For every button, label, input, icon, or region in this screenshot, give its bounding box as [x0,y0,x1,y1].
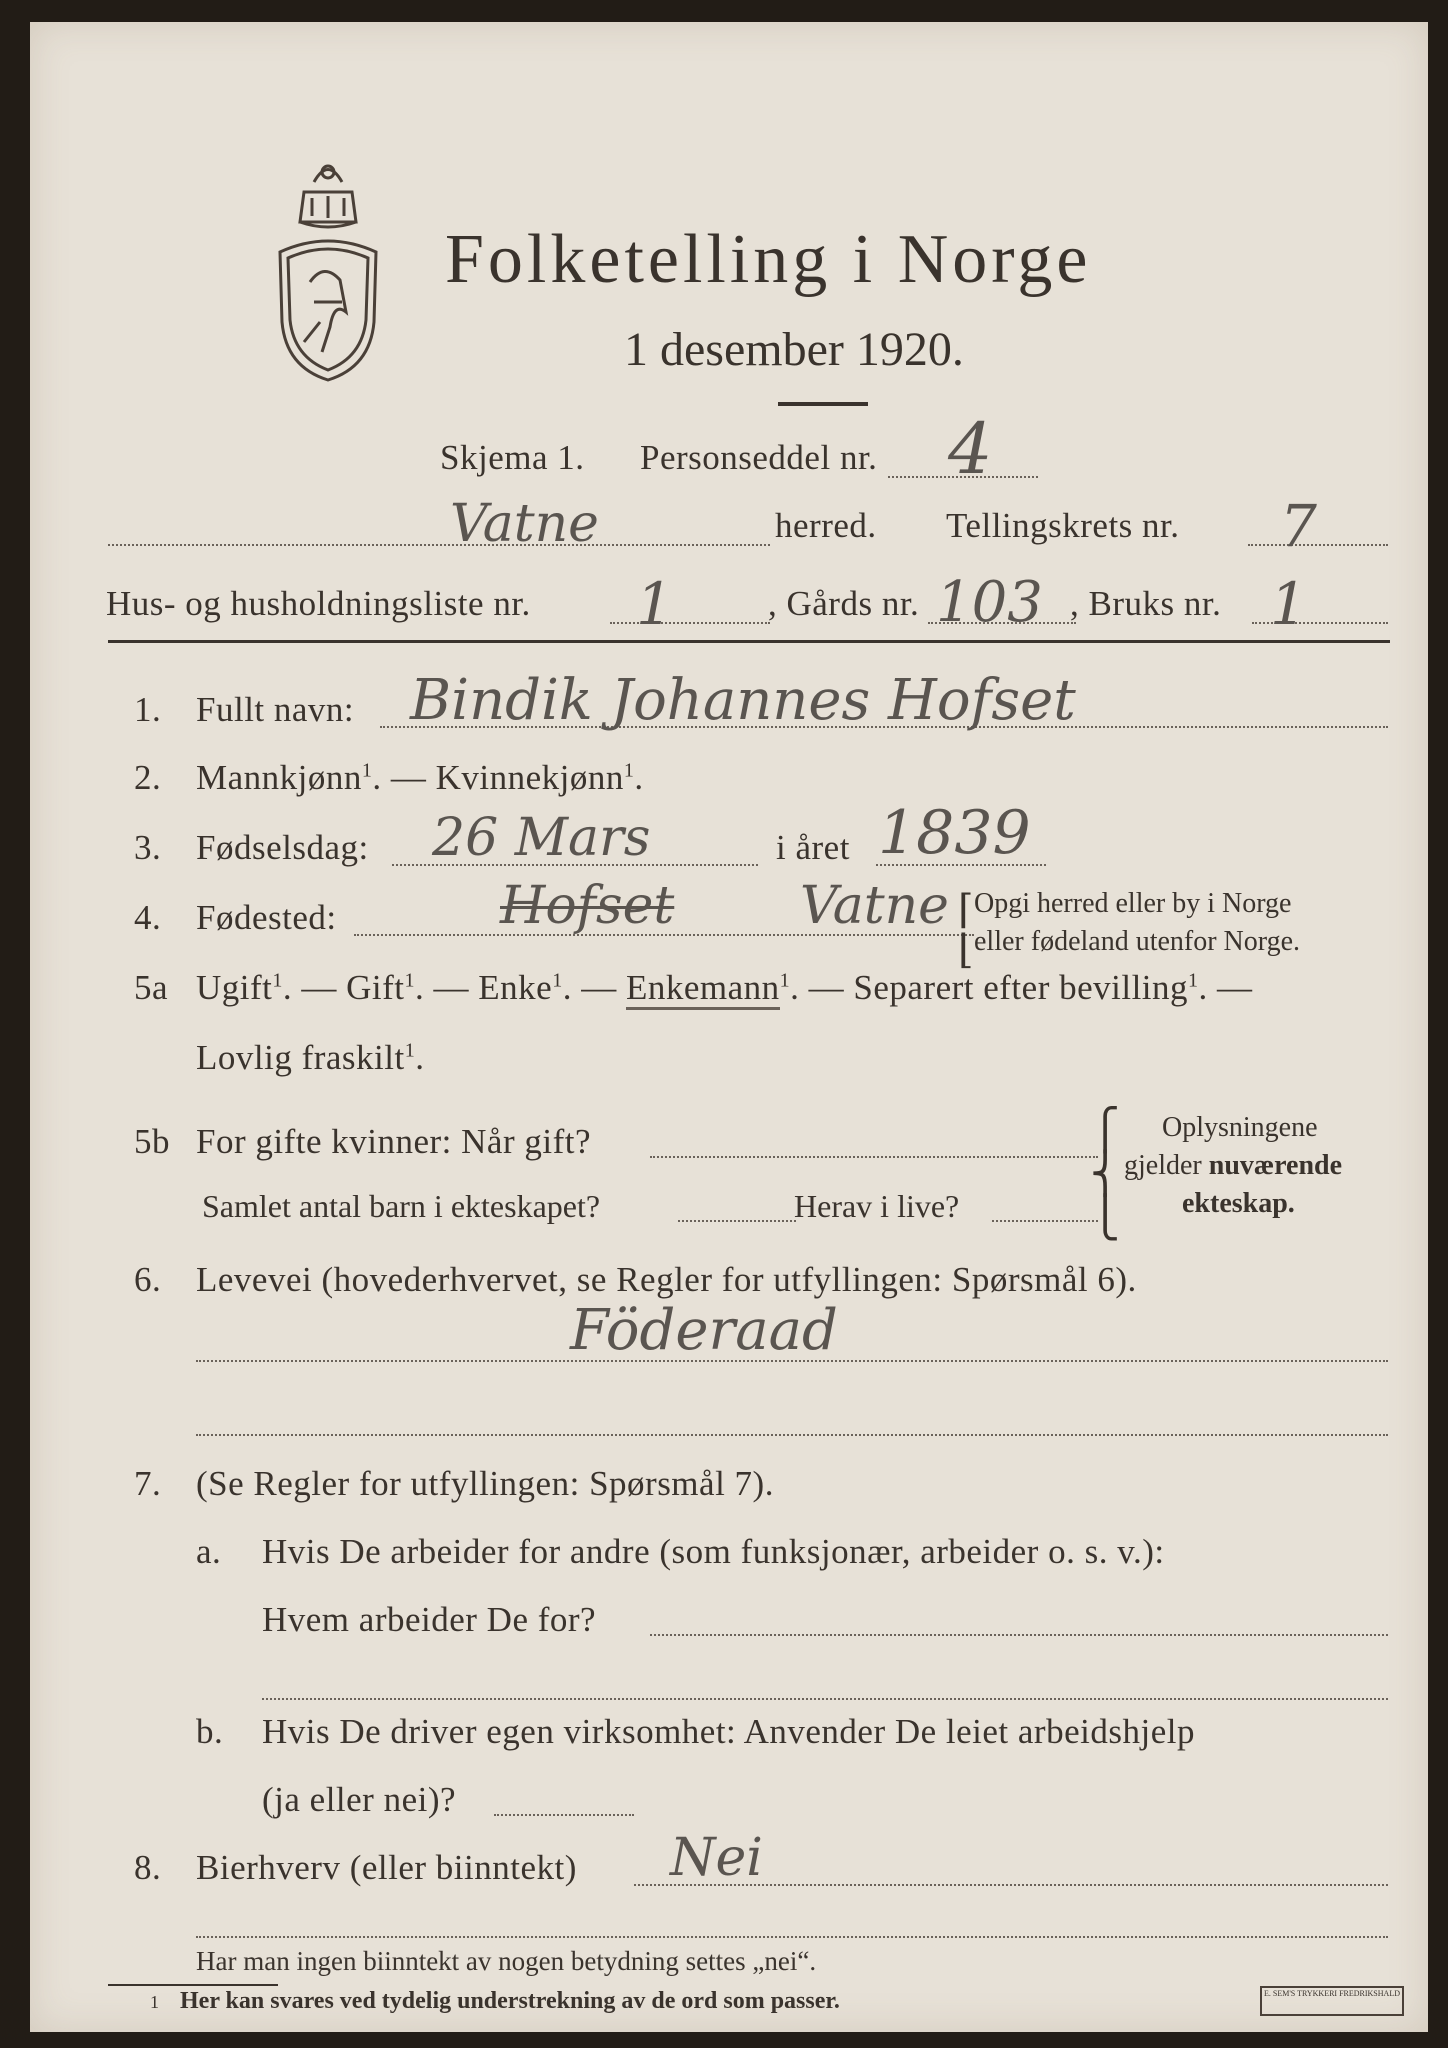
q3-year-label: i året [776,828,850,867]
herred-label: herred. [775,506,877,545]
printer-stamp: E. SEM'S TRYKKERI FREDRIKSHALD [1260,1986,1404,2016]
footnote-number: 1 [150,1992,159,2012]
bruks-label: , Bruks nr. [1070,584,1222,623]
personseddel-label: Personseddel nr. [640,438,878,477]
q5b-alive-label: Herav i live? [794,1188,960,1224]
husholdningsliste-value[interactable]: 1 [636,570,673,638]
tellingskrets-value[interactable]: 7 [1280,492,1317,560]
census-form-sheet [30,22,1428,2032]
q7b-letter: b. [196,1712,224,1751]
q7-number: 7. [134,1464,162,1503]
q6-line1 [196,1360,1388,1362]
q8-line1 [634,1884,1388,1886]
q8-line2 [196,1936,1388,1938]
q1-full-name-value[interactable]: Bindik Johannes Hofset [410,668,1076,733]
q5b-number: 5b [134,1122,170,1161]
q5a-separert[interactable]: — Separert efter bevilling [808,968,1189,1007]
form-title: Folketelling i Norge [445,221,1092,298]
q5a-gift[interactable]: — Gift [301,968,405,1007]
q5b-note-brace: ⎧ ⎨ ⎩ [1090,1107,1120,1240]
q2-gender-options: Mannkjønn$^1$. — Kvinnekjønn$^1$. [196,758,644,797]
q7a-line1 [650,1634,1388,1636]
q5b-note-line1: Oplysningene [1162,1112,1318,1143]
tellingskrets-line [1248,544,1388,546]
q5a-fraskilt[interactable]: Lovlig fraskilt$^1$. [196,1038,425,1077]
footnote-rule [108,1984,278,1986]
q5b-alive-line [992,1220,1098,1222]
title-divider [778,402,868,406]
q4-note-brace: ⌈ ⌊ [958,887,974,972]
footnote-text: Her kan svares ved tydelig understrekning av de ord som passer. [180,1988,840,2014]
q2-number: 2. [134,758,162,797]
gards-value[interactable]: 103 [936,570,1043,635]
q3-label: Fødselsdag: [196,828,369,867]
q8-number: 8. [134,1848,162,1887]
q6-label: Levevei (hovederhvervet, se Regler for utfyllingen: Spørsmål 6). [196,1260,1137,1299]
gards-label: , Gårds nr. [768,584,920,623]
q1-label: Fullt navn: [196,690,355,729]
herred-value[interactable]: Vatne [450,494,599,554]
q4-label: Fødested: [196,898,337,937]
q2-male[interactable]: Mannkjønn [196,758,362,797]
q7a-question: Hvem arbeider De for? [262,1600,597,1639]
husholdningsliste-line [610,622,770,624]
q4-note-line1: Opgi herred eller by i Norge [974,888,1292,919]
personseddel-value[interactable]: 4 [948,408,993,490]
q6-number: 6. [134,1260,162,1299]
form-date: 1 desember 1920. [624,323,964,376]
herred-line [108,544,770,546]
footer-note: Har man ingen biinntekt av nogen betydning settes „nei“. [196,1946,817,1976]
q3-number: 3. [134,828,162,867]
q6-occupation-value[interactable]: Föderaad [570,1298,838,1363]
q5a-ugift[interactable]: Ugift [196,968,273,1007]
q4-number: 4. [134,898,162,937]
bruks-value[interactable]: 1 [1270,570,1307,638]
q5a-number: 5a [134,968,169,1007]
header-rule [108,640,1390,643]
q5b-note-line3: ekteskap. [1182,1188,1295,1219]
q4-struck-value: Hofset [500,876,675,936]
skjema-label: Skjema 1. [440,438,585,477]
q5a-enkemann-selected[interactable]: Enkemann [626,968,780,1010]
q2-female[interactable]: Kvinnekjønn [435,758,624,797]
q5b-note-line2: gjelder nuværende [1124,1150,1343,1181]
q5b-children-line [678,1220,796,1222]
q7b-text: Hvis De driver egen virksomhet: Anvender De leiet arbeidshjelp [262,1712,1195,1751]
q3-birthdate-value[interactable]: 26 Mars [432,808,651,868]
coat-of-arms-icon [274,152,382,384]
q5b-married-line [650,1156,1098,1158]
q7-label: (Se Regler for utfyllingen: Spørsmål 7). [196,1464,774,1503]
q7a-line2 [262,1698,1388,1700]
q7b-line [494,1814,634,1816]
q4-birthplace-value[interactable]: Vatne [800,876,949,936]
q7a-letter: a. [196,1532,222,1571]
q1-number: 1. [134,690,162,729]
q7b-question: (ja eller nei)? [262,1780,457,1819]
q3-birthyear-value[interactable]: 1839 [878,798,1031,868]
husholdningsliste-label: Hus- og husholdningsliste nr. [106,584,531,623]
q6-line2 [196,1434,1388,1436]
tellingskrets-label: Tellingskrets nr. [946,506,1180,545]
q5a-marital-options: Ugift$^1$. — Gift$^1$. — Enke$^1$. — Enkemann$^1$. — Separert efter bevilling$^1$. — [196,968,1253,1008]
q5a-enke[interactable]: — Enke [433,968,553,1007]
q8-side-income-value[interactable]: Nei [670,1828,763,1888]
q5b-children-label: Samlet antal barn i ekteskapet? [202,1188,601,1224]
q8-label: Bierhverv (eller biinntekt) [196,1848,577,1887]
q7a-text: Hvis De arbeider for andre (som funksjonær, arbeider o. s. v.): [262,1532,1165,1571]
q4-note-line2: eller fødeland utenfor Norge. [974,926,1301,957]
q5b-married-label: For gifte kvinner: Når gift? [196,1122,592,1161]
